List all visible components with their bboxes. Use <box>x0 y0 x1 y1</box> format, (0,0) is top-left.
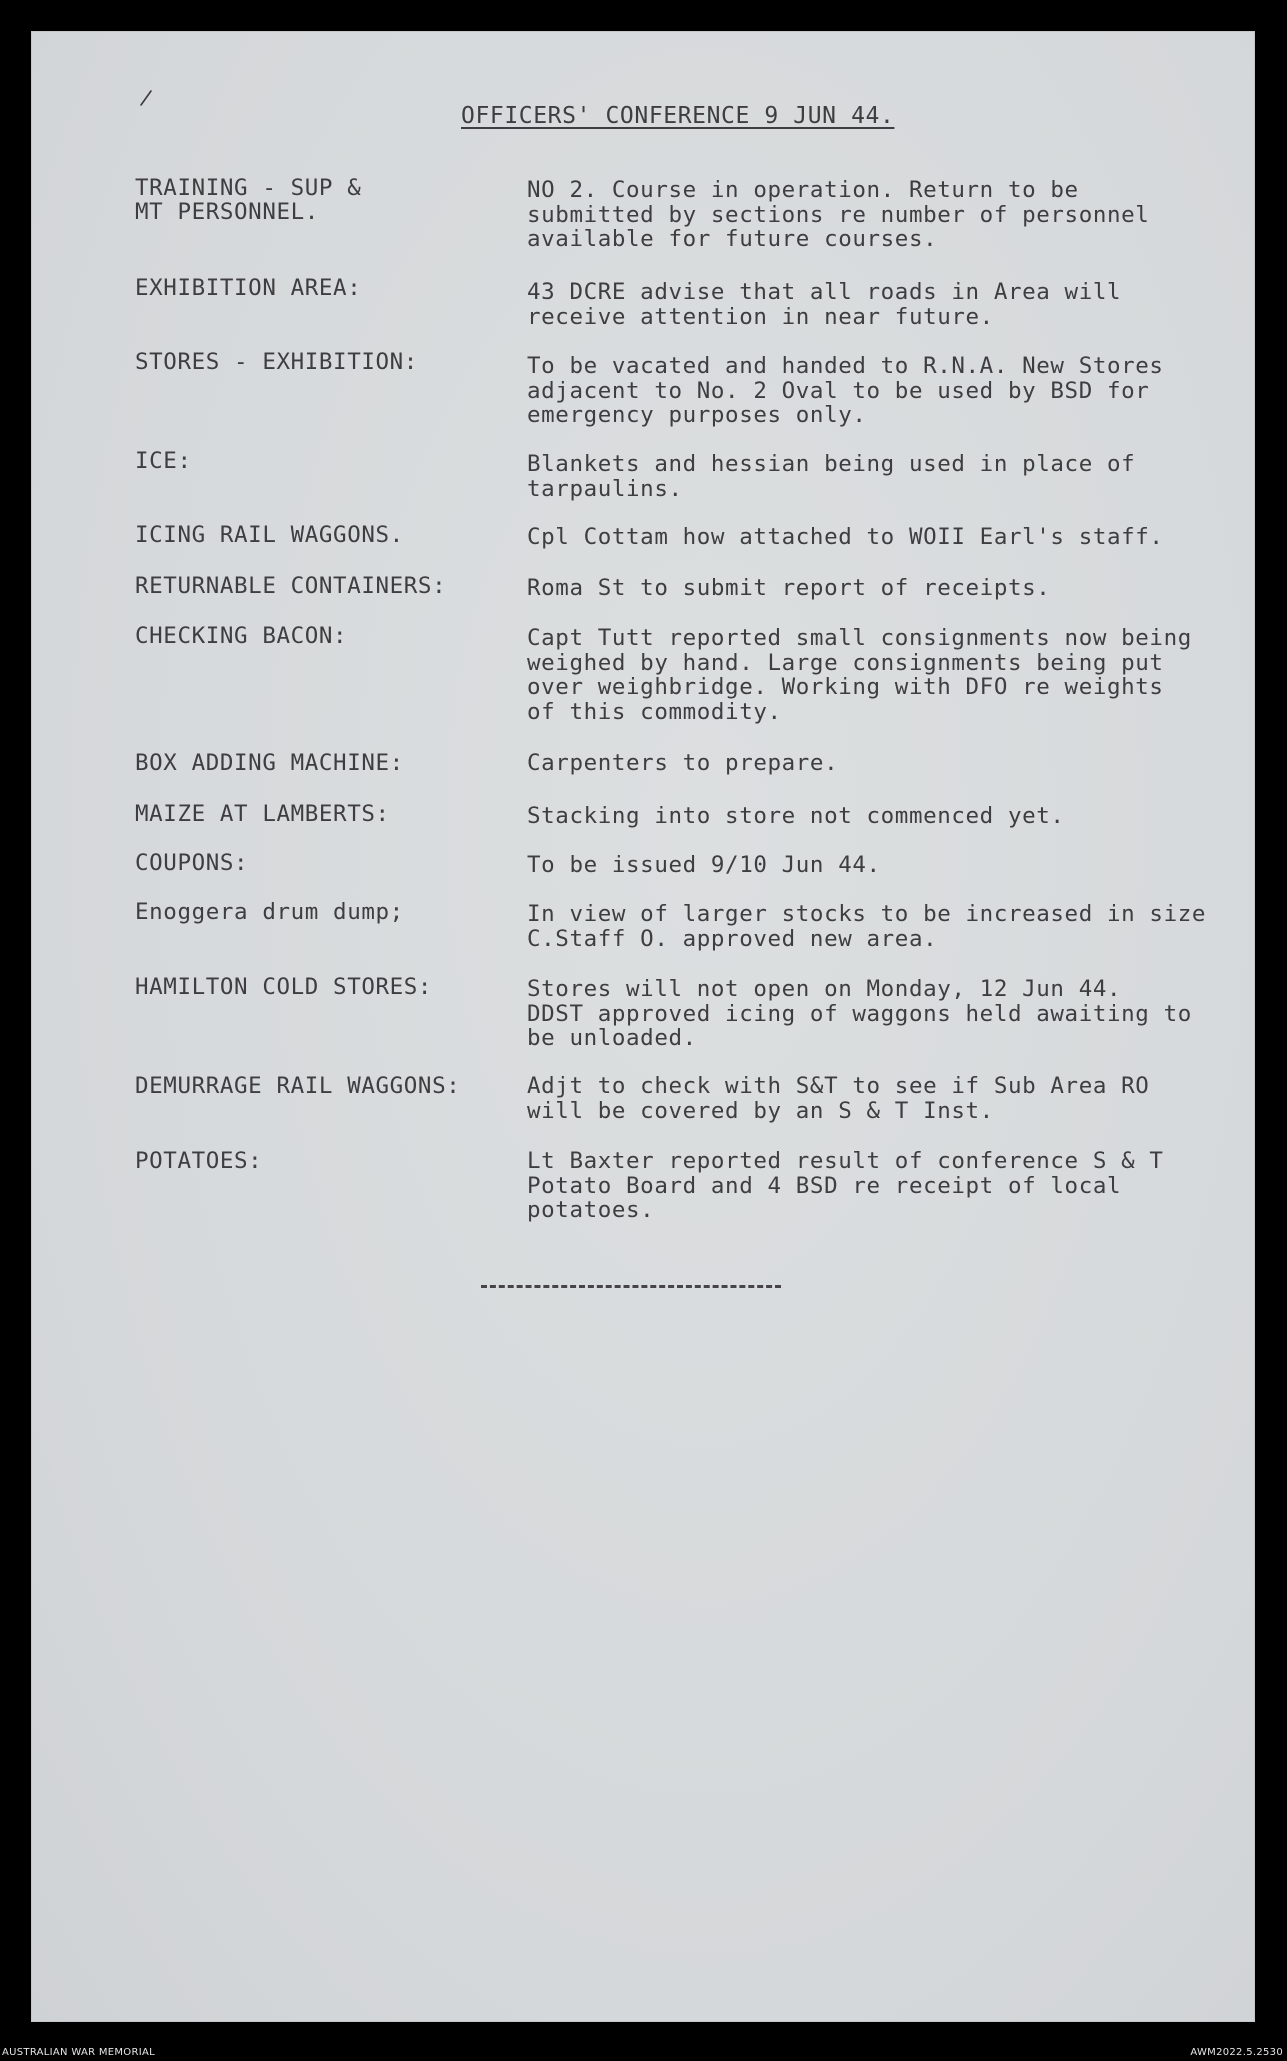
item-label: HAMILTON COLD STORES: <box>135 974 433 1000</box>
page-title: OFFICERS' CONFERENCE 9 JUN 44. <box>461 103 895 129</box>
item-text: Lt Baxter reported result of conference S & T Potato Board and 4 BSD re receipt of local potatoes. <box>527 1148 1164 1223</box>
item-label: POTATOES: <box>135 1148 263 1174</box>
item-text: To be issued 9/10 Jun 44. <box>527 852 881 878</box>
item-text: Adjt to check with S&T to see if Sub Area RO will be covered by an S & T Inst. <box>527 1073 1150 1124</box>
item-text: Capt Tutt reported small consignments now being weighed by hand. Large consignments being put over weighbridge. Working with DFO re weights of this commodity. <box>527 625 1192 725</box>
item-label: TRAINING - SUP & MT PERSONNEL. <box>135 175 362 225</box>
item-text: To be vacated and handed to R.N.A. New Stores adjacent to No. 2 Oval to be used by BSD for emergency purposes only. <box>527 353 1164 428</box>
item-text: 43 DCRE advise that all roads in Area will receive attention in near future. <box>527 279 1122 330</box>
item-text: Cpl Cottam how attached to WOII Earl's staff. <box>527 524 1164 550</box>
item-label: CHECKING BACON: <box>135 623 348 649</box>
item-text: Roma St to submit report of receipts. <box>527 575 1051 601</box>
item-text: Carpenters to prepare. <box>527 750 839 776</box>
item-label: EXHIBITION AREA: <box>135 275 362 301</box>
item-label: STORES - EXHIBITION: <box>135 349 418 375</box>
item-label: MAIZE AT LAMBERTS: <box>135 801 390 827</box>
item-label: ICING RAIL WAGGONS. <box>135 522 404 548</box>
item-label: ICE: <box>135 448 192 474</box>
item-label: BOX ADDING MACHINE: <box>135 750 404 776</box>
archive-reference: AWM2022.5.2530 <box>1190 2047 1283 2058</box>
archive-caption: AUSTRALIAN WAR MEMORIAL <box>2 2047 155 2058</box>
document-page <box>31 31 1255 2022</box>
item-text: Stores will not open on Monday, 12 Jun 44. DDST approved icing of waggons held awaiting to be unloaded. <box>527 976 1192 1051</box>
item-label: Enoggera drum dump; <box>135 899 404 925</box>
pen-mark-icon <box>139 89 153 107</box>
item-text: Stacking into store not commenced yet. <box>527 803 1065 829</box>
item-label: DEMURRAGE RAIL WAGGONS: <box>135 1073 461 1099</box>
item-text: Blankets and hessian being used in place of tarpaulins. <box>527 451 1136 502</box>
item-text: NO 2. Course in operation. Return to be submitted by sections re number of personnel available for future courses. <box>527 177 1150 252</box>
item-label: RETURNABLE CONTAINERS: <box>135 573 447 599</box>
item-text: In view of larger stocks to be increased in size C.Staff O. approved new area. <box>527 901 1207 952</box>
end-divider <box>481 1285 781 1288</box>
item-label: COUPONS: <box>135 850 249 876</box>
